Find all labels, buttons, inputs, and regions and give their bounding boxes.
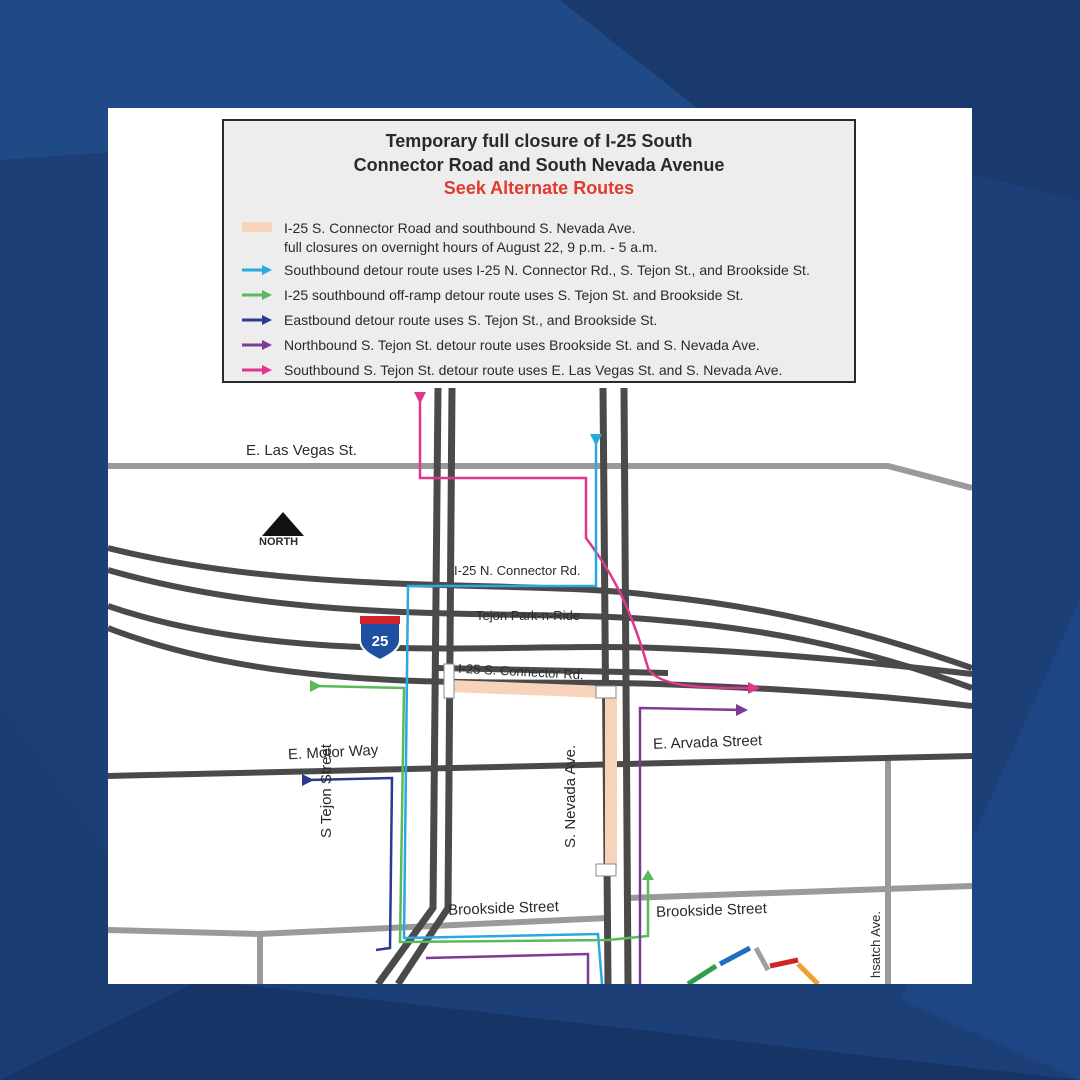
label-park-n-ride: Tejon Park-n-Ride xyxy=(476,608,581,623)
legend-title-line1: Temporary full closure of I-25 South xyxy=(385,131,693,151)
label-brookside-east: Brookside Street xyxy=(655,900,768,921)
shield-number: 25 xyxy=(371,633,389,650)
arrow-pink-start xyxy=(414,392,426,404)
label-wahsatch: hsatch Ave. xyxy=(868,911,883,978)
arrow-icon-green xyxy=(242,286,274,305)
map-panel xyxy=(108,108,972,984)
arrow-icon-navy xyxy=(242,311,274,330)
nevada-ave-road-b xyxy=(624,388,628,984)
label-arvada: E. Arvada Street xyxy=(652,732,763,753)
arrow-pink-end xyxy=(748,682,760,694)
north-arrow-icon xyxy=(262,512,304,536)
legend-closure-text-2: full closures on overnight hours of August 22, 9 p.m. - 5 a.m. xyxy=(284,239,658,255)
legend-title-line2: Connector Road and South Nevada Avenue xyxy=(353,155,725,175)
legend-item-southbound xyxy=(242,261,810,280)
label-n-connector: I-25 N. Connector Rd. xyxy=(454,563,581,578)
i25-shield-icon xyxy=(360,616,400,660)
legend-offramp-text: I-25 southbound off-ramp detour route uses S. Tejon St. and Brookside St. xyxy=(284,287,744,303)
legend-item-southbound-tejon xyxy=(242,361,782,380)
legend-eastbound-text: Eastbound detour route uses S. Tejon St., and Brookside St. xyxy=(284,312,658,328)
legend-box xyxy=(222,119,856,383)
label-brookside-west: Brookside Street xyxy=(447,898,560,919)
arrow-purple-end xyxy=(736,704,748,716)
arvada-road xyxy=(108,756,972,776)
label-s-connector: I-25 S. Connector Rd. xyxy=(457,660,585,683)
arrow-icon-pink xyxy=(242,361,274,380)
label-las-vegas: E. Las Vegas St. xyxy=(246,442,357,459)
label-tejon: S Tejon Street xyxy=(318,744,335,838)
legend-northbound-text: Northbound S. Tejon St. detour route uses Brookside St. and S. Nevada Ave. xyxy=(284,337,760,353)
closure-s-connector xyxy=(448,686,606,692)
arrow-green-up xyxy=(642,870,654,880)
label-nevada: S. Nevada Ave. xyxy=(562,744,579,848)
arrow-icon-blue xyxy=(242,261,274,280)
legend-item-closure xyxy=(242,219,658,257)
arrow-icon-purple xyxy=(242,336,274,355)
legend-subtitle: Seek Alternate Routes xyxy=(443,178,635,198)
legend-southbound-text: Southbound detour route uses I-25 N. Connector Rd., S. Tejon St., and Brookside St. xyxy=(284,262,810,278)
brookside-east-road xyxy=(628,886,972,898)
arrow-green-end xyxy=(310,680,322,692)
closure-swatch-icon xyxy=(242,219,274,238)
arrow-navy-end xyxy=(302,774,314,786)
brookside-west-road xyxy=(108,918,608,934)
legend-southbound-tejon-text: Southbound S. Tejon St. detour route uses E. Las Vegas St. and S. Nevada Ave. xyxy=(284,362,783,378)
legend-item-offramp xyxy=(242,286,743,305)
label-north: NORTH xyxy=(259,536,299,548)
legend-closure-text-1: I-25 S. Connector Road and southbound S. Nevada Ave. xyxy=(284,220,636,236)
legend-item-northbound xyxy=(242,336,760,355)
logo-mark xyxy=(688,948,818,984)
label-motor-way: E. Motor Way xyxy=(287,741,379,764)
legend-item-eastbound xyxy=(242,311,657,330)
